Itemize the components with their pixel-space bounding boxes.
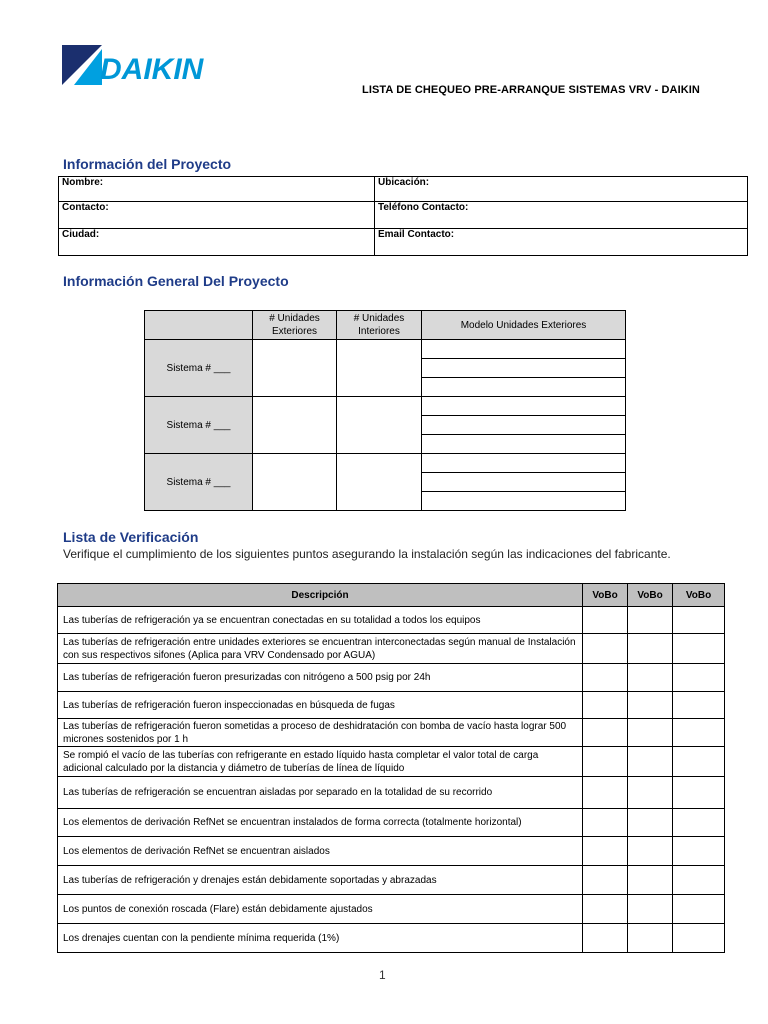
vobo-cell[interactable] — [673, 895, 725, 924]
header-description: Descripción — [58, 584, 583, 607]
checklist-row — [58, 747, 725, 777]
vobo-cell[interactable] — [628, 634, 673, 664]
model-cell[interactable] — [422, 340, 626, 359]
project-info-table — [58, 176, 748, 256]
model-cell[interactable] — [422, 492, 626, 511]
general-info-table — [144, 310, 626, 511]
model-cell[interactable] — [422, 473, 626, 492]
vobo-cell[interactable] — [583, 866, 628, 895]
vobo-cell[interactable] — [628, 895, 673, 924]
vobo-cell[interactable] — [673, 664, 725, 692]
vobo-cell[interactable] — [583, 692, 628, 719]
checklist-item: Las tuberías de refrigeración fueron sometidas a proceso de deshidratación con bomba de vacío hasta lograr 500 micrones sostenidos por 1 h — [58, 719, 583, 747]
vobo-cell[interactable] — [673, 719, 725, 747]
indoor-units-cell[interactable] — [337, 454, 422, 511]
page-number: 1 — [379, 968, 386, 982]
vobo-cell[interactable] — [628, 747, 673, 777]
indoor-units-cell[interactable] — [337, 397, 422, 454]
checklist-row — [58, 634, 725, 664]
vobo-cell[interactable] — [628, 692, 673, 719]
outdoor-units-cell[interactable] — [253, 454, 337, 511]
header-blank — [145, 311, 253, 340]
checklist-row — [58, 607, 725, 634]
checklist-item: Las tuberías de refrigeración fueron presurizadas con nitrógeno a 500 psig por 24h — [58, 664, 583, 692]
checklist-item: Los drenajes cuentan con la pendiente mínima requerida (1%) — [58, 924, 583, 953]
vobo-cell[interactable] — [628, 777, 673, 809]
checklist-description: Verifique el cumplimiento de los siguientes puntos asegurando la instalación según las indicaciones del fabricante. — [63, 547, 671, 561]
vobo-cell[interactable] — [673, 692, 725, 719]
vobo-cell[interactable] — [673, 634, 725, 664]
vobo-cell[interactable] — [583, 895, 628, 924]
checklist-row — [58, 866, 725, 895]
header-vobo: VoBo — [583, 584, 628, 607]
checklist-row — [58, 837, 725, 866]
checklist-item: Los elementos de derivación RefNet se encuentran aislados — [58, 837, 583, 866]
vobo-cell[interactable] — [673, 866, 725, 895]
outdoor-units-cell[interactable] — [253, 397, 337, 454]
vobo-cell[interactable] — [583, 607, 628, 634]
vobo-cell[interactable] — [673, 607, 725, 634]
vobo-cell[interactable] — [628, 664, 673, 692]
checklist-item: Las tuberías de refrigeración se encuentran aisladas por separado en la totalidad de su recorrido — [58, 777, 583, 809]
model-cell[interactable] — [422, 378, 626, 397]
vobo-cell[interactable] — [673, 809, 725, 837]
checklist-row — [58, 777, 725, 809]
checklist-table — [57, 583, 725, 953]
checklist-item: Se rompió el vacío de las tuberías con refrigerante en estado líquido hasta completar el valor total de carga adicional calculado por la distancia y diámetro de tuberías de línea de líquido — [58, 747, 583, 777]
contact-field[interactable]: Contacto: — [59, 202, 375, 229]
vobo-cell[interactable] — [628, 607, 673, 634]
vobo-cell[interactable] — [628, 809, 673, 837]
model-cell[interactable] — [422, 397, 626, 416]
location-field[interactable]: Ubicación: — [375, 177, 748, 202]
vobo-cell[interactable] — [583, 634, 628, 664]
vobo-cell[interactable] — [628, 924, 673, 953]
checklist-row — [58, 692, 725, 719]
daikin-logo — [62, 45, 252, 89]
contact-phone-field[interactable]: Teléfono Contacto: — [375, 202, 748, 229]
header-indoor-units: # Unidades Interiores — [337, 311, 422, 340]
general-info-title: Información General Del Proyecto — [63, 273, 289, 289]
vobo-cell[interactable] — [583, 837, 628, 866]
city-field[interactable]: Ciudad: — [59, 229, 375, 256]
vobo-cell[interactable] — [583, 719, 628, 747]
checklist-item: Las tuberías de refrigeración y drenajes están debidamente soportadas y abrazadas — [58, 866, 583, 895]
vobo-cell[interactable] — [673, 924, 725, 953]
vobo-cell[interactable] — [628, 866, 673, 895]
system-label: Sistema # ___ — [145, 397, 253, 454]
model-cell[interactable] — [422, 359, 626, 378]
vobo-cell[interactable] — [583, 777, 628, 809]
name-field[interactable]: Nombre: — [59, 177, 375, 202]
header-vobo: VoBo — [673, 584, 725, 607]
system-label: Sistema # ___ — [145, 454, 253, 511]
contact-email-field[interactable]: Email Contacto: — [375, 229, 748, 256]
outdoor-units-cell[interactable] — [253, 340, 337, 397]
logo-text: DAIKIN — [100, 53, 204, 86]
document-title: LISTA DE CHEQUEO PRE-ARRANQUE SISTEMAS VRV - DAIKIN — [362, 84, 700, 96]
checklist-item: Los puntos de conexión roscada (Flare) están debidamente ajustados — [58, 895, 583, 924]
checklist-row — [58, 924, 725, 953]
checklist-row — [58, 719, 725, 747]
model-cell[interactable] — [422, 454, 626, 473]
system-label: Sistema # ___ — [145, 340, 253, 397]
checklist-title: Lista de Verificación — [63, 529, 199, 545]
vobo-cell[interactable] — [673, 747, 725, 777]
project-info-title: Información del Proyecto — [63, 156, 232, 172]
indoor-units-cell[interactable] — [337, 340, 422, 397]
header-outdoor-model: Modelo Unidades Exteriores — [422, 311, 626, 340]
vobo-cell[interactable] — [673, 777, 725, 809]
checklist-item: Los elementos de derivación RefNet se encuentran instalados de forma correcta (totalmente horizontal) — [58, 809, 583, 837]
vobo-cell[interactable] — [628, 719, 673, 747]
checklist-item: Las tuberías de refrigeración entre unidades exteriores se encuentran interconectadas según manual de Instalación con sus respectivos sifones (Aplica para VRV Condensado por AGUA) — [58, 634, 583, 664]
daikin-logo-mark-icon — [62, 45, 252, 89]
checklist-row — [58, 664, 725, 692]
header-outdoor-units: # Unidades Exteriores — [253, 311, 337, 340]
vobo-cell[interactable] — [583, 747, 628, 777]
header-vobo: VoBo — [628, 584, 673, 607]
model-cell[interactable] — [422, 416, 626, 435]
checklist-row — [58, 809, 725, 837]
checklist-item: Las tuberías de refrigeración ya se encuentran conectadas en su totalidad a todos los equipos — [58, 607, 583, 634]
vobo-cell[interactable] — [673, 837, 725, 866]
vobo-cell[interactable] — [628, 837, 673, 866]
model-cell[interactable] — [422, 435, 626, 454]
vobo-cell[interactable] — [583, 664, 628, 692]
checklist-item: Las tuberías de refrigeración fueron inspeccionadas en búsqueda de fugas — [58, 692, 583, 719]
vobo-cell[interactable] — [583, 924, 628, 953]
checklist-row — [58, 895, 725, 924]
vobo-cell[interactable] — [583, 809, 628, 837]
